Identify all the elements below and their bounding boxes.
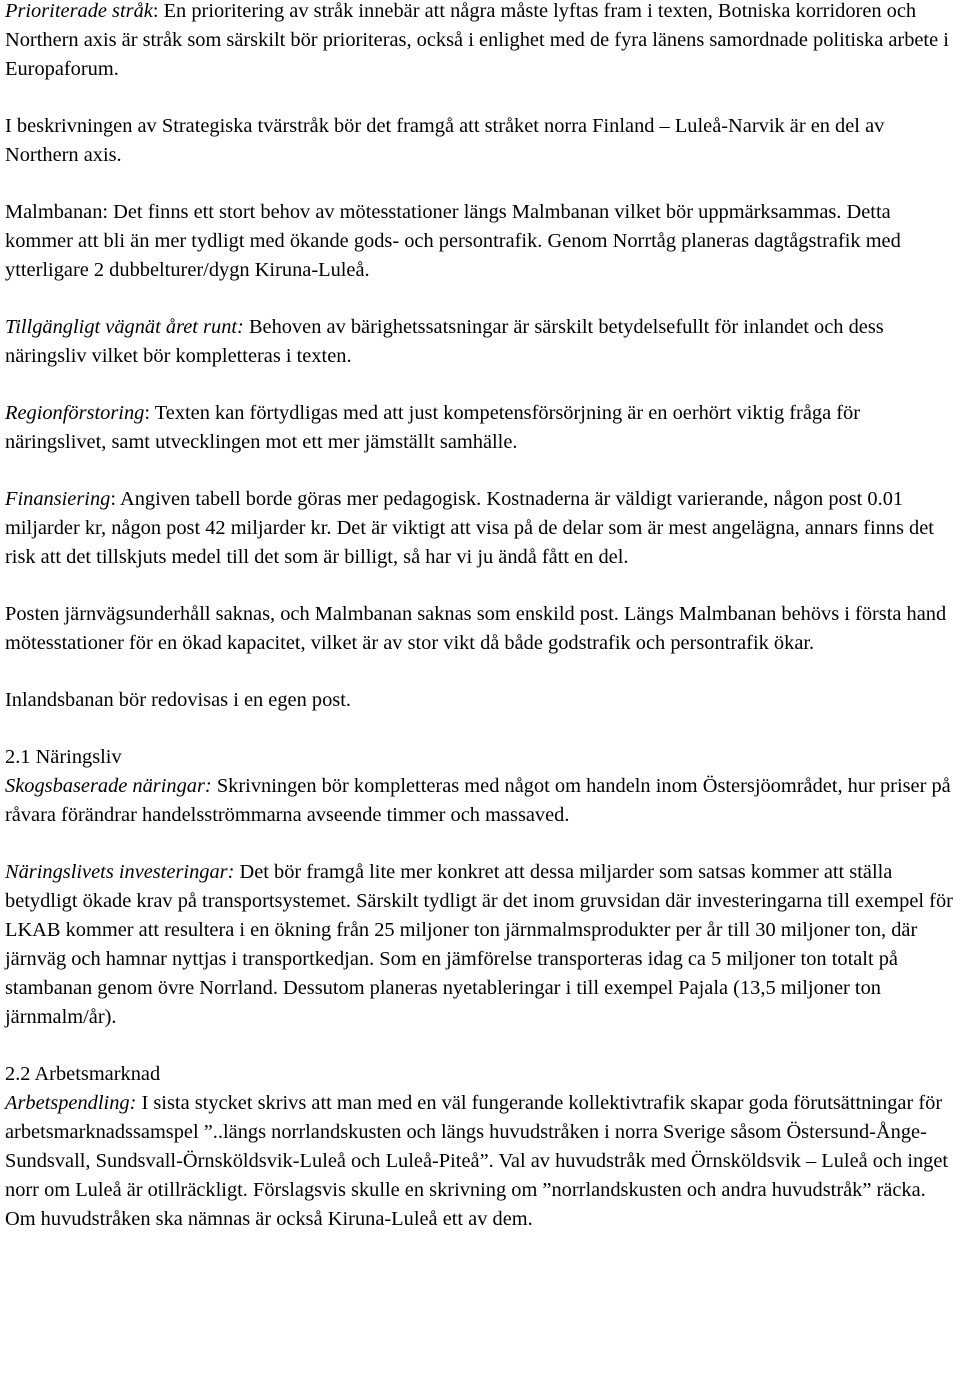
paragraph-naringslivets-investeringar	[5, 858, 957, 1032]
paragraph-lead: Tillgängligt vägnät året runt:	[5, 316, 244, 338]
section-heading: 2.1 Näringsliv	[5, 746, 122, 768]
paragraph-prioriterade-strak	[5, 0, 957, 84]
paragraph-lead: Prioriterade stråk	[5, 0, 153, 22]
paragraph-malmbanan	[5, 198, 957, 285]
paragraph-skogsbaserade-naringar	[5, 772, 957, 830]
section-arbetsmarknad	[5, 1060, 957, 1089]
paragraph-lead: Näringslivets investeringar:	[5, 861, 235, 883]
paragraph-text: Posten järnvägsunderhåll saknas, och Malmbanan saknas som enskild post. Längs Malmbanan behövs i första hand mötesstationer för en ökad kapacitet, vilket är av stor vikt då både godstrafik och persontrafik ökar.	[5, 603, 947, 654]
paragraph-jarnvagsunderhall	[5, 600, 957, 658]
paragraph-text: Behoven av bärighetssatsningar är särskilt betydelsefullt för inlandet och dess näringsliv vilket bör kompletteras i texten.	[5, 316, 884, 367]
paragraph-tillgangligt-vagnat	[5, 313, 957, 371]
paragraph-text: Inlandsbanan bör redovisas i en egen post.	[5, 689, 351, 711]
paragraph-arbetspendling	[5, 1089, 957, 1234]
paragraph-text: Det bör framgå lite mer konkret att dessa miljarder som satsas kommer att ställa betydligt ökade krav på transportsystemet. Särskilt tydligt är det inom gruvsidan där investeringarna till exempel för LKAB kommer att resultera i en ökning från 25 miljoner ton järnmalmsprodukter per år till 30 miljoner ton, där järnväg och hamnar nyttjas i transportkedjan. Som en jämförelse transporteras idag ca 5 miljoner ton totalt på stambanan genom övre Norrland. Dessutom planeras nyetableringar i till exempel Pajala (13,5 miljoner ton järnmalm/år).	[5, 861, 953, 1028]
paragraph-text: : Texten kan förtydligas med att just kompetensförsörjning är en oerhört viktig fråga för näringslivet, samt utvecklingen mot ett mer jämställt samhälle.	[5, 402, 860, 453]
section-naringsliv	[5, 743, 957, 772]
paragraph-strategiska-tvarstrak	[5, 112, 957, 170]
paragraph-lead: Finansiering	[5, 488, 111, 510]
paragraph-inlandsbanan	[5, 686, 957, 715]
section-heading: 2.2 Arbetsmarknad	[5, 1063, 161, 1085]
paragraph-text: : Angiven tabell borde göras mer pedagogisk. Kostnaderna är väldigt varierande, någon post 0.01 miljarder kr, någon post 42 miljarder kr. Det är viktigt att visa på de delar som är mest angelägna, annars finns det risk att det tillskjuts medel till det som är billigt, så har vi ju ändå fått en del.	[5, 488, 934, 568]
paragraph-finansiering	[5, 485, 957, 572]
paragraph-text: Skrivningen bör kompletteras med något om handeln inom Östersjöområdet, hur priser på råvara förändrar handelsströmmarna avseende timmer och massaved.	[5, 775, 951, 826]
document-page	[5, 0, 957, 1262]
paragraph-lead: Skogsbaserade näringar:	[5, 775, 212, 797]
paragraph-text: I beskrivningen av Strategiska tvärstråk bör det framgå att stråket norra Finland – Luleå-Narvik är en del av Northern axis.	[5, 115, 885, 166]
paragraph-text: I sista stycket skrivs att man med en väl fungerande kollektivtrafik skapar goda förutsättningar för arbetsmarknadssamspel ”..längs norrlandskusten och längs huvudstråken i norra Sverige såsom Östersund-Ånge-Sundsvall, Sundsvall-Örnsköldsvik-Luleå och Luleå-Piteå”. Val av huvudstråk med Örnsköldsvik – Luleå och inget norr om Luleå är otillräckligt. Förslagsvis skulle en skrivning om ”norrlandskusten och andra huvudstråk” räcka. Om huvudstråken ska nämnas är också Kiruna-Luleå ett av dem.	[5, 1092, 949, 1230]
paragraph-text: : En prioritering av stråk innebär att några måste lyftas fram i texten, Botniska korridoren och Northern axis är stråk som särskilt bör prioriteras, också i enlighet med de fyra länens samordnade politiska arbete i Europaforum.	[5, 0, 949, 80]
paragraph-regionforstoring	[5, 399, 957, 457]
paragraph-lead: Regionförstoring	[5, 402, 145, 424]
paragraph-lead: Arbetspendling:	[5, 1092, 137, 1114]
paragraph-text: Malmbanan: Det finns ett stort behov av mötesstationer längs Malmbanan vilket bör uppmärksammas. Detta kommer att bli än mer tydligt med ökande gods- och persontrafik. Genom Norrtåg planeras dagtågstrafik med ytterligare 2 dubbelturer/dygn Kiruna-Luleå.	[5, 201, 901, 281]
